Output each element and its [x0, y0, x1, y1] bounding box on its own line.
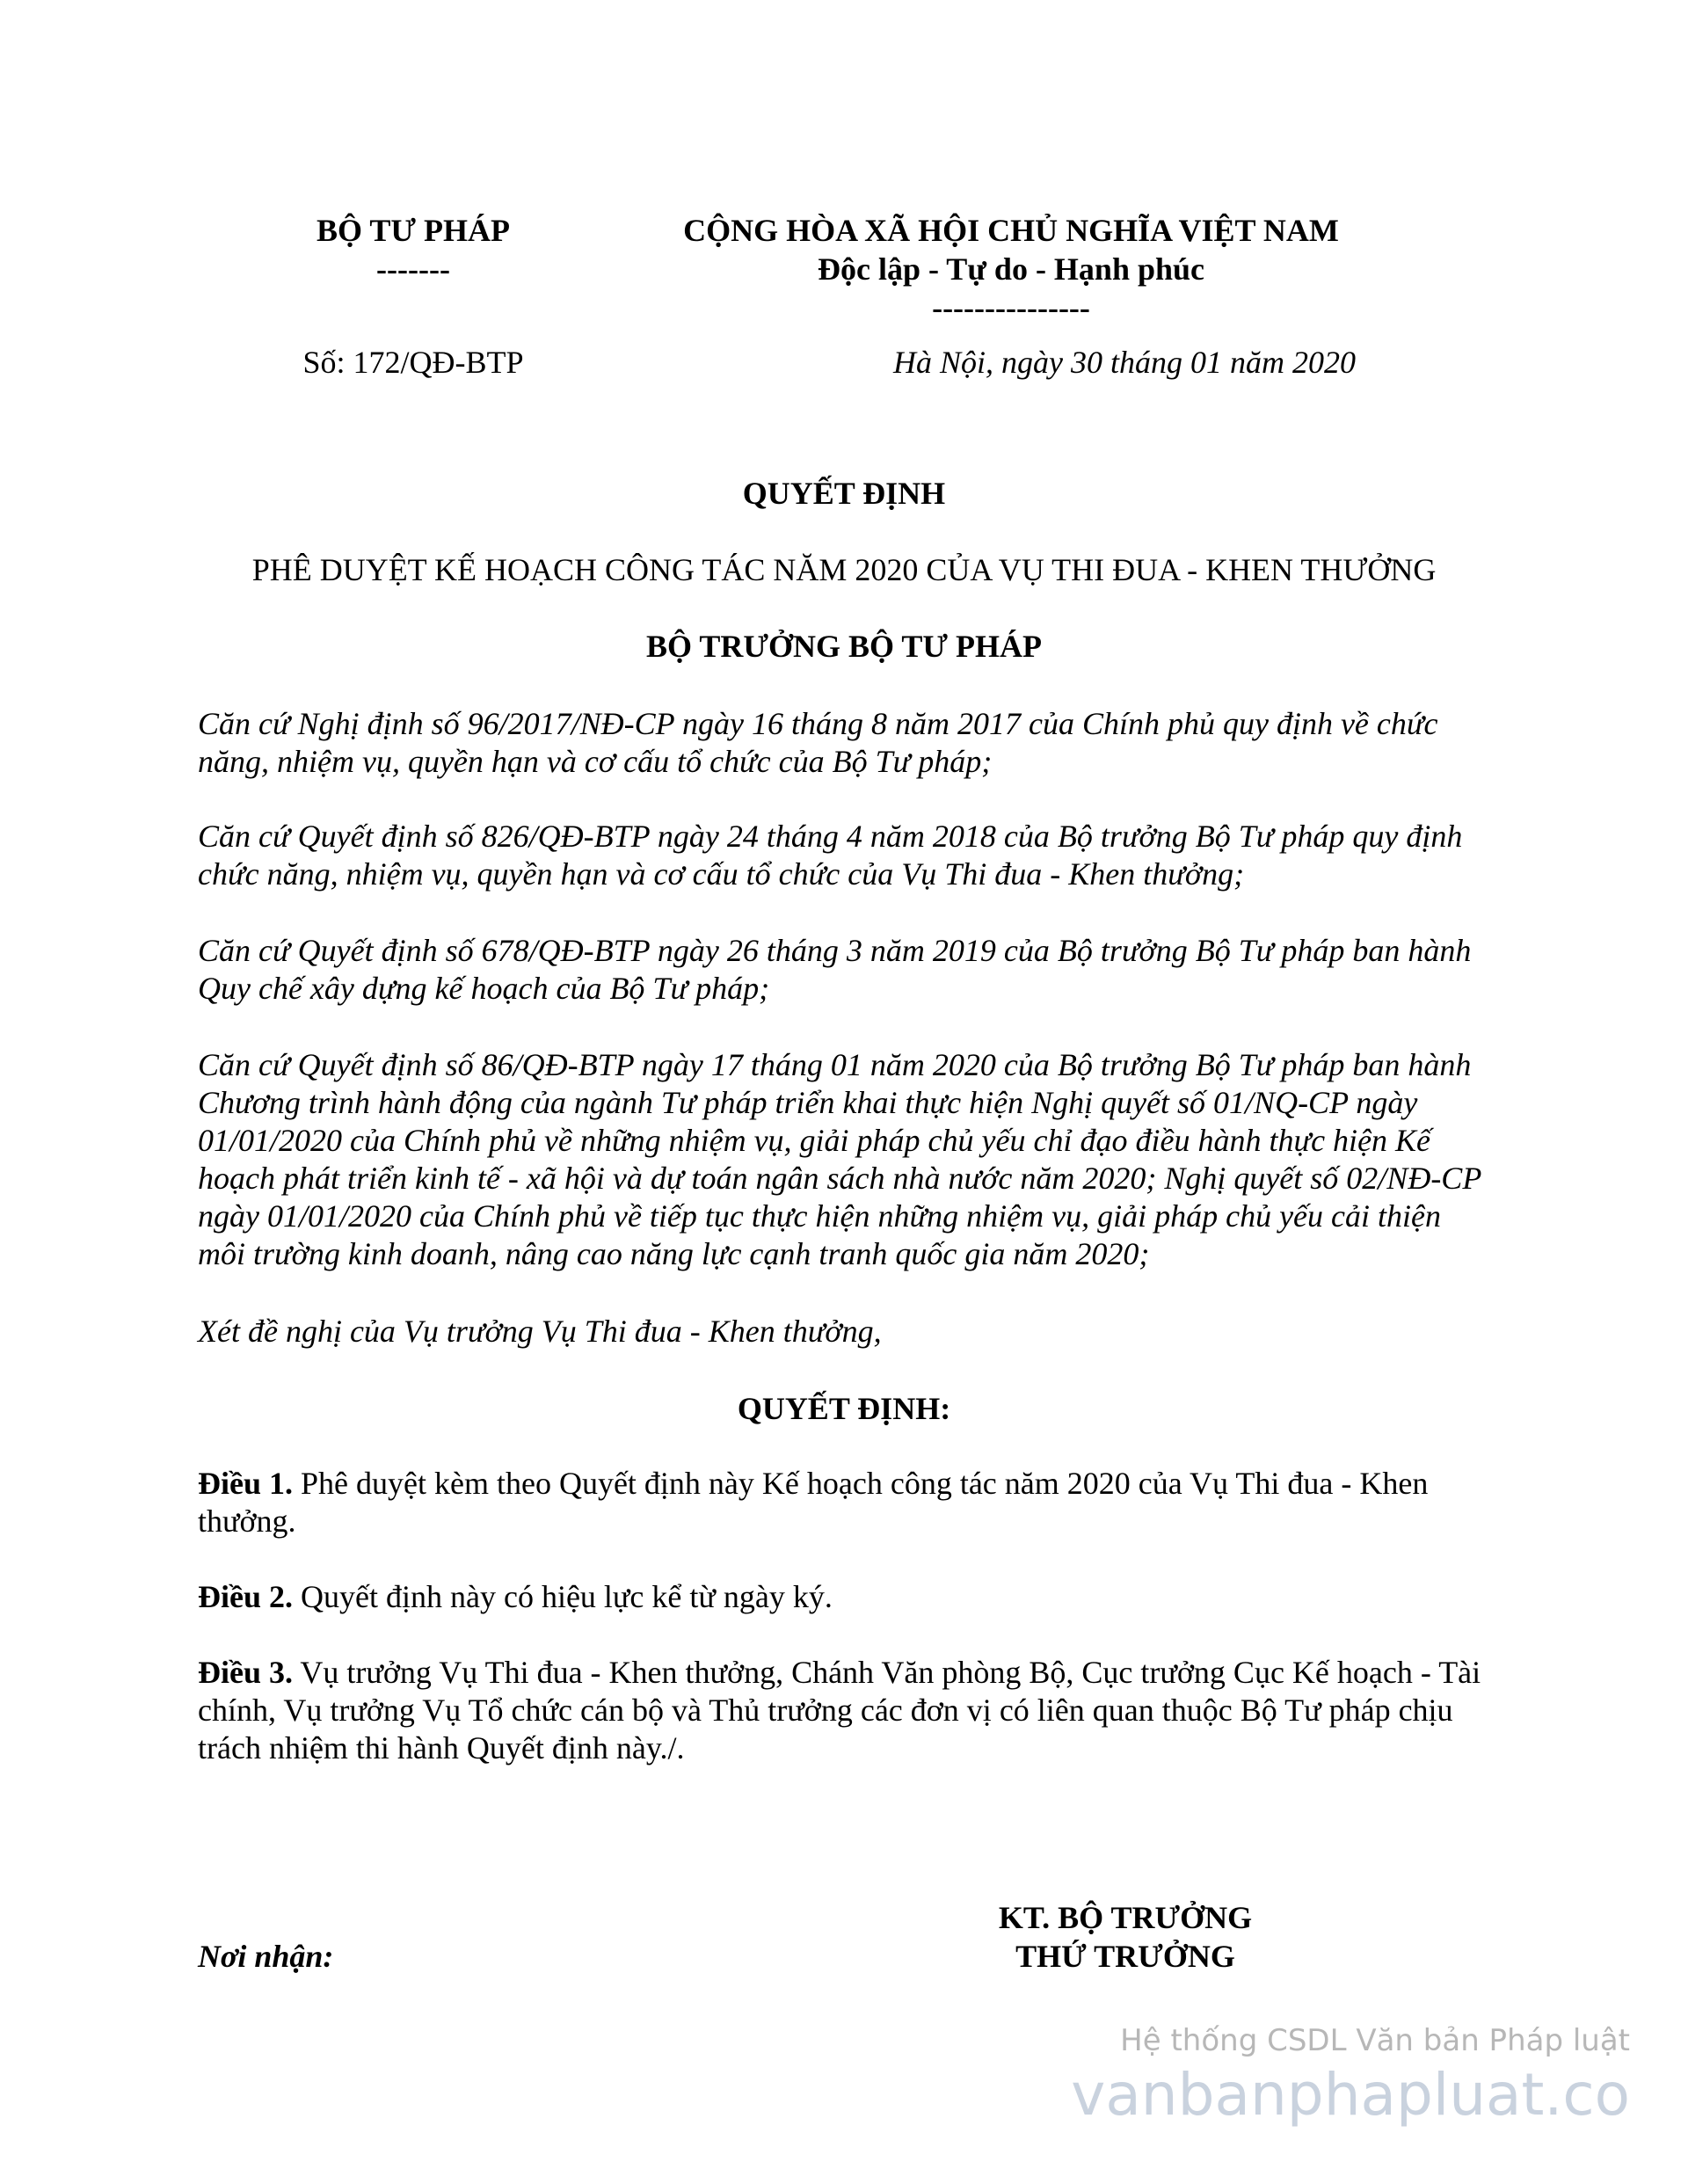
- article-3: [198, 1654, 1490, 1767]
- watermark-caption: Hệ thống CSDL Văn bản Pháp luật: [1120, 2023, 1630, 2058]
- article-label: Điều 1.: [198, 1466, 293, 1501]
- agency-name: BỘ TƯ PHÁP: [316, 213, 510, 248]
- doc-subject: PHÊ DUYỆT KẾ HOẠCH CÔNG TÁC NĂM 2020 CỦA VỤ THI ĐUA - KHEN THƯỞNG: [251, 552, 1437, 587]
- preamble-item: Căn cứ Quyết định số 826/QĐ-BTP ngày 24 tháng 4 năm 2018 của Bộ trưởng Bộ Tư pháp quy định chức năng, nhiệm vụ, quyền hạn và cơ cấu tổ chức của Vụ Thi đua - Khen thưởng;: [198, 819, 1463, 892]
- preamble-item: Căn cứ Nghị định số 96/2017/NĐ-CP ngày 16 tháng 8 năm 2017 của Chính phủ quy định về chức năng, nhiệm vụ, quyền hạn và cơ cấu tổ chức của Bộ Tư pháp;: [198, 706, 1438, 779]
- agency-rule: -------: [376, 251, 450, 287]
- signer-title: KT. BỘ TRƯỞNG: [998, 1900, 1253, 1935]
- preamble-item: Căn cứ Quyết định số 678/QĐ-BTP ngày 26 tháng 3 năm 2019 của Bộ trưởng Bộ Tư pháp ban hành Quy chế xây dựng kế hoạch của Bộ Tư pháp;: [198, 933, 1472, 1006]
- doc-type-title: QUYẾT ĐỊNH: [742, 476, 946, 511]
- nation-name: CỘNG HÒA XÃ HỘI CHỦ NGHĨA VIỆT NAM: [683, 213, 1339, 248]
- motto-rule: ---------------: [932, 290, 1090, 325]
- preamble-item: Căn cứ Quyết định số 86/QĐ-BTP ngày 17 tháng 01 năm 2020 của Bộ trưởng Bộ Tư pháp ban hành Chương trình hành động của ngành Tư pháp triển khai thực hiện Nghị quyết số 01/NQ-CP ngày 01/01/2020 của Chính phủ về những nhiệm vụ, giải pháp chủ yếu chỉ đạo điều hành thực hiện Kế hoạch phát triển kinh tế - xã hội và dự toán ngân sách nhà nước năm 2020; Nghị quyết số 02/NĐ-CP ngày 01/01/2020 của Chính phủ về tiếp tục thực hiện những nhiệm vụ, giải pháp chủ yếu cải thiện môi trường kinh doanh, nâng cao năng lực cạnh tranh quốc gia năm 2020;: [198, 1047, 1481, 1271]
- signer-position: THỨ TRƯỞNG: [1015, 1939, 1235, 1974]
- article-text: Quyết định này có hiệu lực kể từ ngày ký.: [293, 1579, 833, 1614]
- preamble-item: Xét đề nghị của Vụ trưởng Vụ Thi đua - Khen thưởng,: [198, 1314, 882, 1349]
- issuing-authority: BỘ TRƯỞNG BỘ TƯ PHÁP: [645, 629, 1043, 664]
- article-1: [198, 1465, 1490, 1540]
- article-text: Phê duyệt kèm theo Quyết định này Kế hoạch công tác năm 2020 của Vụ Thi đua - Khen thưởng.: [198, 1466, 1429, 1539]
- place-date: Hà Nội, ngày 30 tháng 01 năm 2020: [893, 345, 1356, 380]
- recipients-label: Nơi nhận:: [198, 1939, 334, 1974]
- decision-heading: QUYẾT ĐỊNH:: [737, 1391, 951, 1426]
- national-motto: Độc lập - Tự do - Hạnh phúc: [817, 251, 1205, 287]
- article-2: [198, 1578, 1490, 1616]
- article-text: Vụ trưởng Vụ Thi đua - Khen thưởng, Chánh Văn phòng Bộ, Cục trưởng Cục Kế hoạch - Tài chính, Vụ trưởng Vụ Tổ chức cán bộ và Thủ trưởng các đơn vị có liên quan thuộc Bộ Tư pháp chịu trách nhiệm thi hành Quyết định này./.: [198, 1655, 1481, 1765]
- watermark-site: vanbanphapluat.co: [1071, 2061, 1630, 2129]
- article-label: Điều 2.: [198, 1579, 293, 1614]
- article-label: Điều 3.: [198, 1655, 293, 1690]
- document-number: Số: 172/QĐ-BTP: [302, 345, 524, 380]
